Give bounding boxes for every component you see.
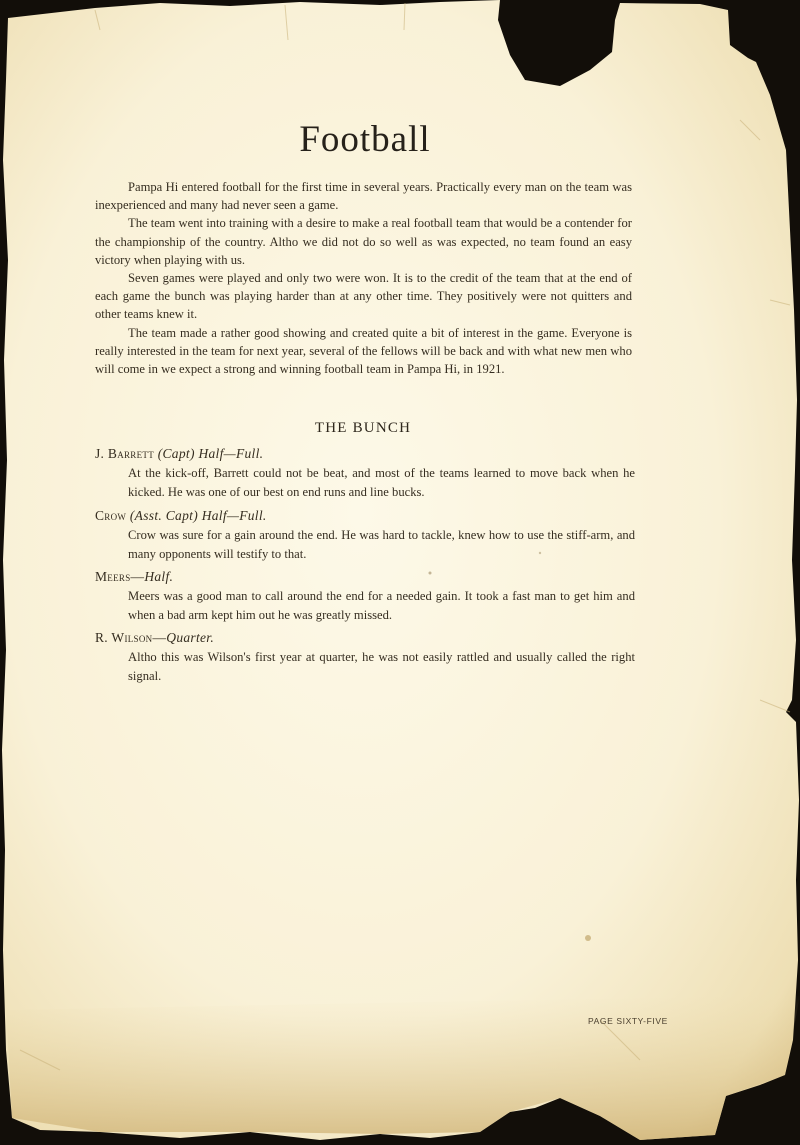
player-entry-barrett — [95, 444, 635, 501]
player-heading — [95, 444, 635, 464]
player-role: (Asst. Capt) — [129, 508, 198, 523]
player-entry-wilson — [95, 628, 635, 685]
player-description: At the kick-off, Barrett could not be beat, and most of the teams learned to move back when he kicked. He was one of our best on end runs and line bucks. — [128, 466, 635, 499]
player-description: Meers was a good man to call around the end for a needed gain. It took a fast man to get him and when a bad arm kept him out he was greatly missed. — [128, 589, 635, 622]
player-heading — [95, 567, 635, 587]
player-position: Quarter. — [166, 630, 215, 645]
player-entry-crow — [95, 506, 635, 563]
player-entry-meers — [95, 567, 635, 624]
player-heading — [95, 506, 635, 526]
player-role: (Capt) — [157, 446, 195, 461]
player-name: Meers— — [95, 569, 145, 584]
player-position: Half—Full. — [198, 446, 264, 461]
player-position: Half. — [144, 569, 174, 584]
page-title: Football — [299, 119, 431, 160]
intro-section — [95, 178, 632, 378]
player-position: Half—Full. — [201, 508, 267, 523]
page-number: PAGE SIXTY-FIVE — [588, 1016, 668, 1026]
player-name: J. Barrett — [95, 446, 155, 461]
intro-paragraph: Seven games were played and only two were won. It is to the credit of the team that at the end of each game the bunch was playing harder than at any other time. They positively were not quitters and other teams knew it. — [95, 271, 632, 322]
intro-paragraph: The team went into training with a desire to make a real football team that would be a contender for the championship of the country. Altho we did not do so well as was expected, no team found an easy victory when playing with us. — [95, 216, 632, 267]
player-description: Altho this was Wilson's first year at quarter, he was not easily rattled and usually called the right signal. — [128, 650, 635, 683]
player-name: Crow — [95, 508, 127, 523]
player-description: Crow was sure for a gain around the end. He was hard to tackle, knew how to use the stiff-arm, and many opponents will testify to that. — [128, 528, 635, 561]
intro-paragraph: Pampa Hi entered football for the first time in several years. Practically every man on the team was inexperienced and many had never seen a game. — [95, 180, 632, 213]
player-heading — [95, 628, 635, 648]
player-name: R. Wilson— — [95, 630, 167, 645]
intro-paragraph: The team made a rather good showing and created quite a bit of interest in the game. Everyone is really interested in the team for next year, several of the fellows will be back and with what new men who will come in we expect a strong and winning football team in Pampa Hi, in 1921. — [95, 325, 632, 377]
section-heading: THE BUNCH — [314, 420, 412, 436]
